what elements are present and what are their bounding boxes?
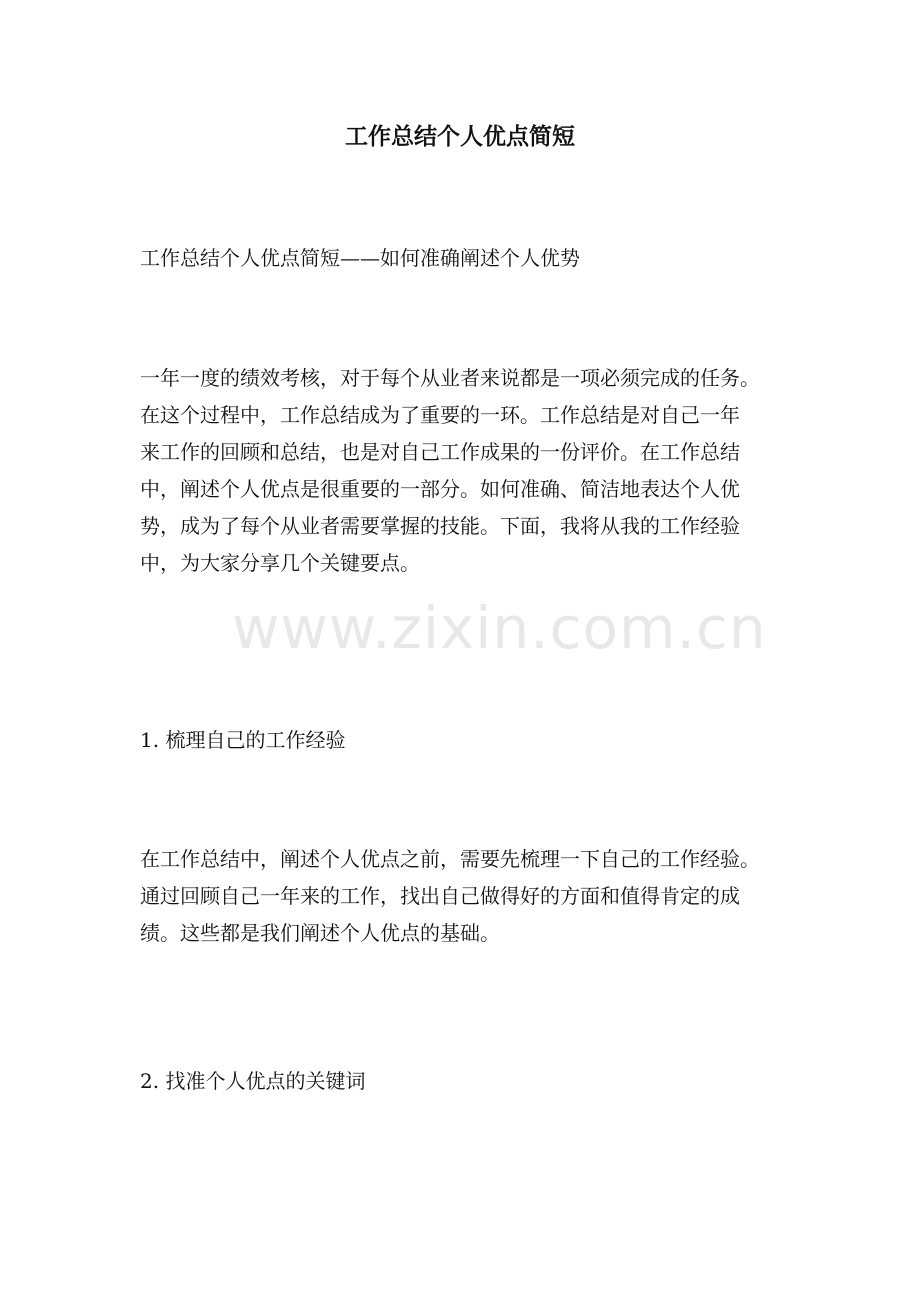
document-subtitle: 工作总结个人优点简短——如何准确阐述个人优势 <box>140 246 580 270</box>
document-title: 工作总结个人优点简短 <box>345 123 575 150</box>
paragraph-line: 绩。这些都是我们阐述个人优点的基础。 <box>140 921 500 945</box>
section-heading-1: 1. 梳理自己的工作经验 <box>140 728 346 752</box>
section-1-paragraph <box>140 841 790 952</box>
paragraph-line: 通过回顾自己一年来的工作，找出自己做得好的方面和值得肯定的成 <box>140 884 740 908</box>
watermark-text: www.zixin.com.cn <box>232 594 767 662</box>
paragraph-line: 势，成为了每个从业者需要掌握的技能。下面，我将从我的工作经验 <box>140 514 740 538</box>
section-heading-2: 2. 找准个人优点的关键词 <box>140 1069 366 1093</box>
paragraph-line: 中，阐述个人优点是很重要的一部分。如何准确、简洁地表达个人优 <box>140 477 740 501</box>
paragraph-line: 中，为大家分享几个关键要点。 <box>140 551 420 575</box>
paragraph-line: 一年一度的绩效考核，对于每个从业者来说都是一项必须完成的任务。 <box>140 366 760 390</box>
paragraph-line: 在这个过程中，工作总结成为了重要的一环。工作总结是对自己一年 <box>140 403 740 427</box>
paragraph-line: 在工作总结中，阐述个人优点之前，需要先梳理一下自己的工作经验。 <box>140 847 760 871</box>
intro-paragraph <box>140 360 790 582</box>
paragraph-line: 来工作的回顾和总结，也是对自己工作成果的一份评价。在工作总结 <box>140 440 740 464</box>
